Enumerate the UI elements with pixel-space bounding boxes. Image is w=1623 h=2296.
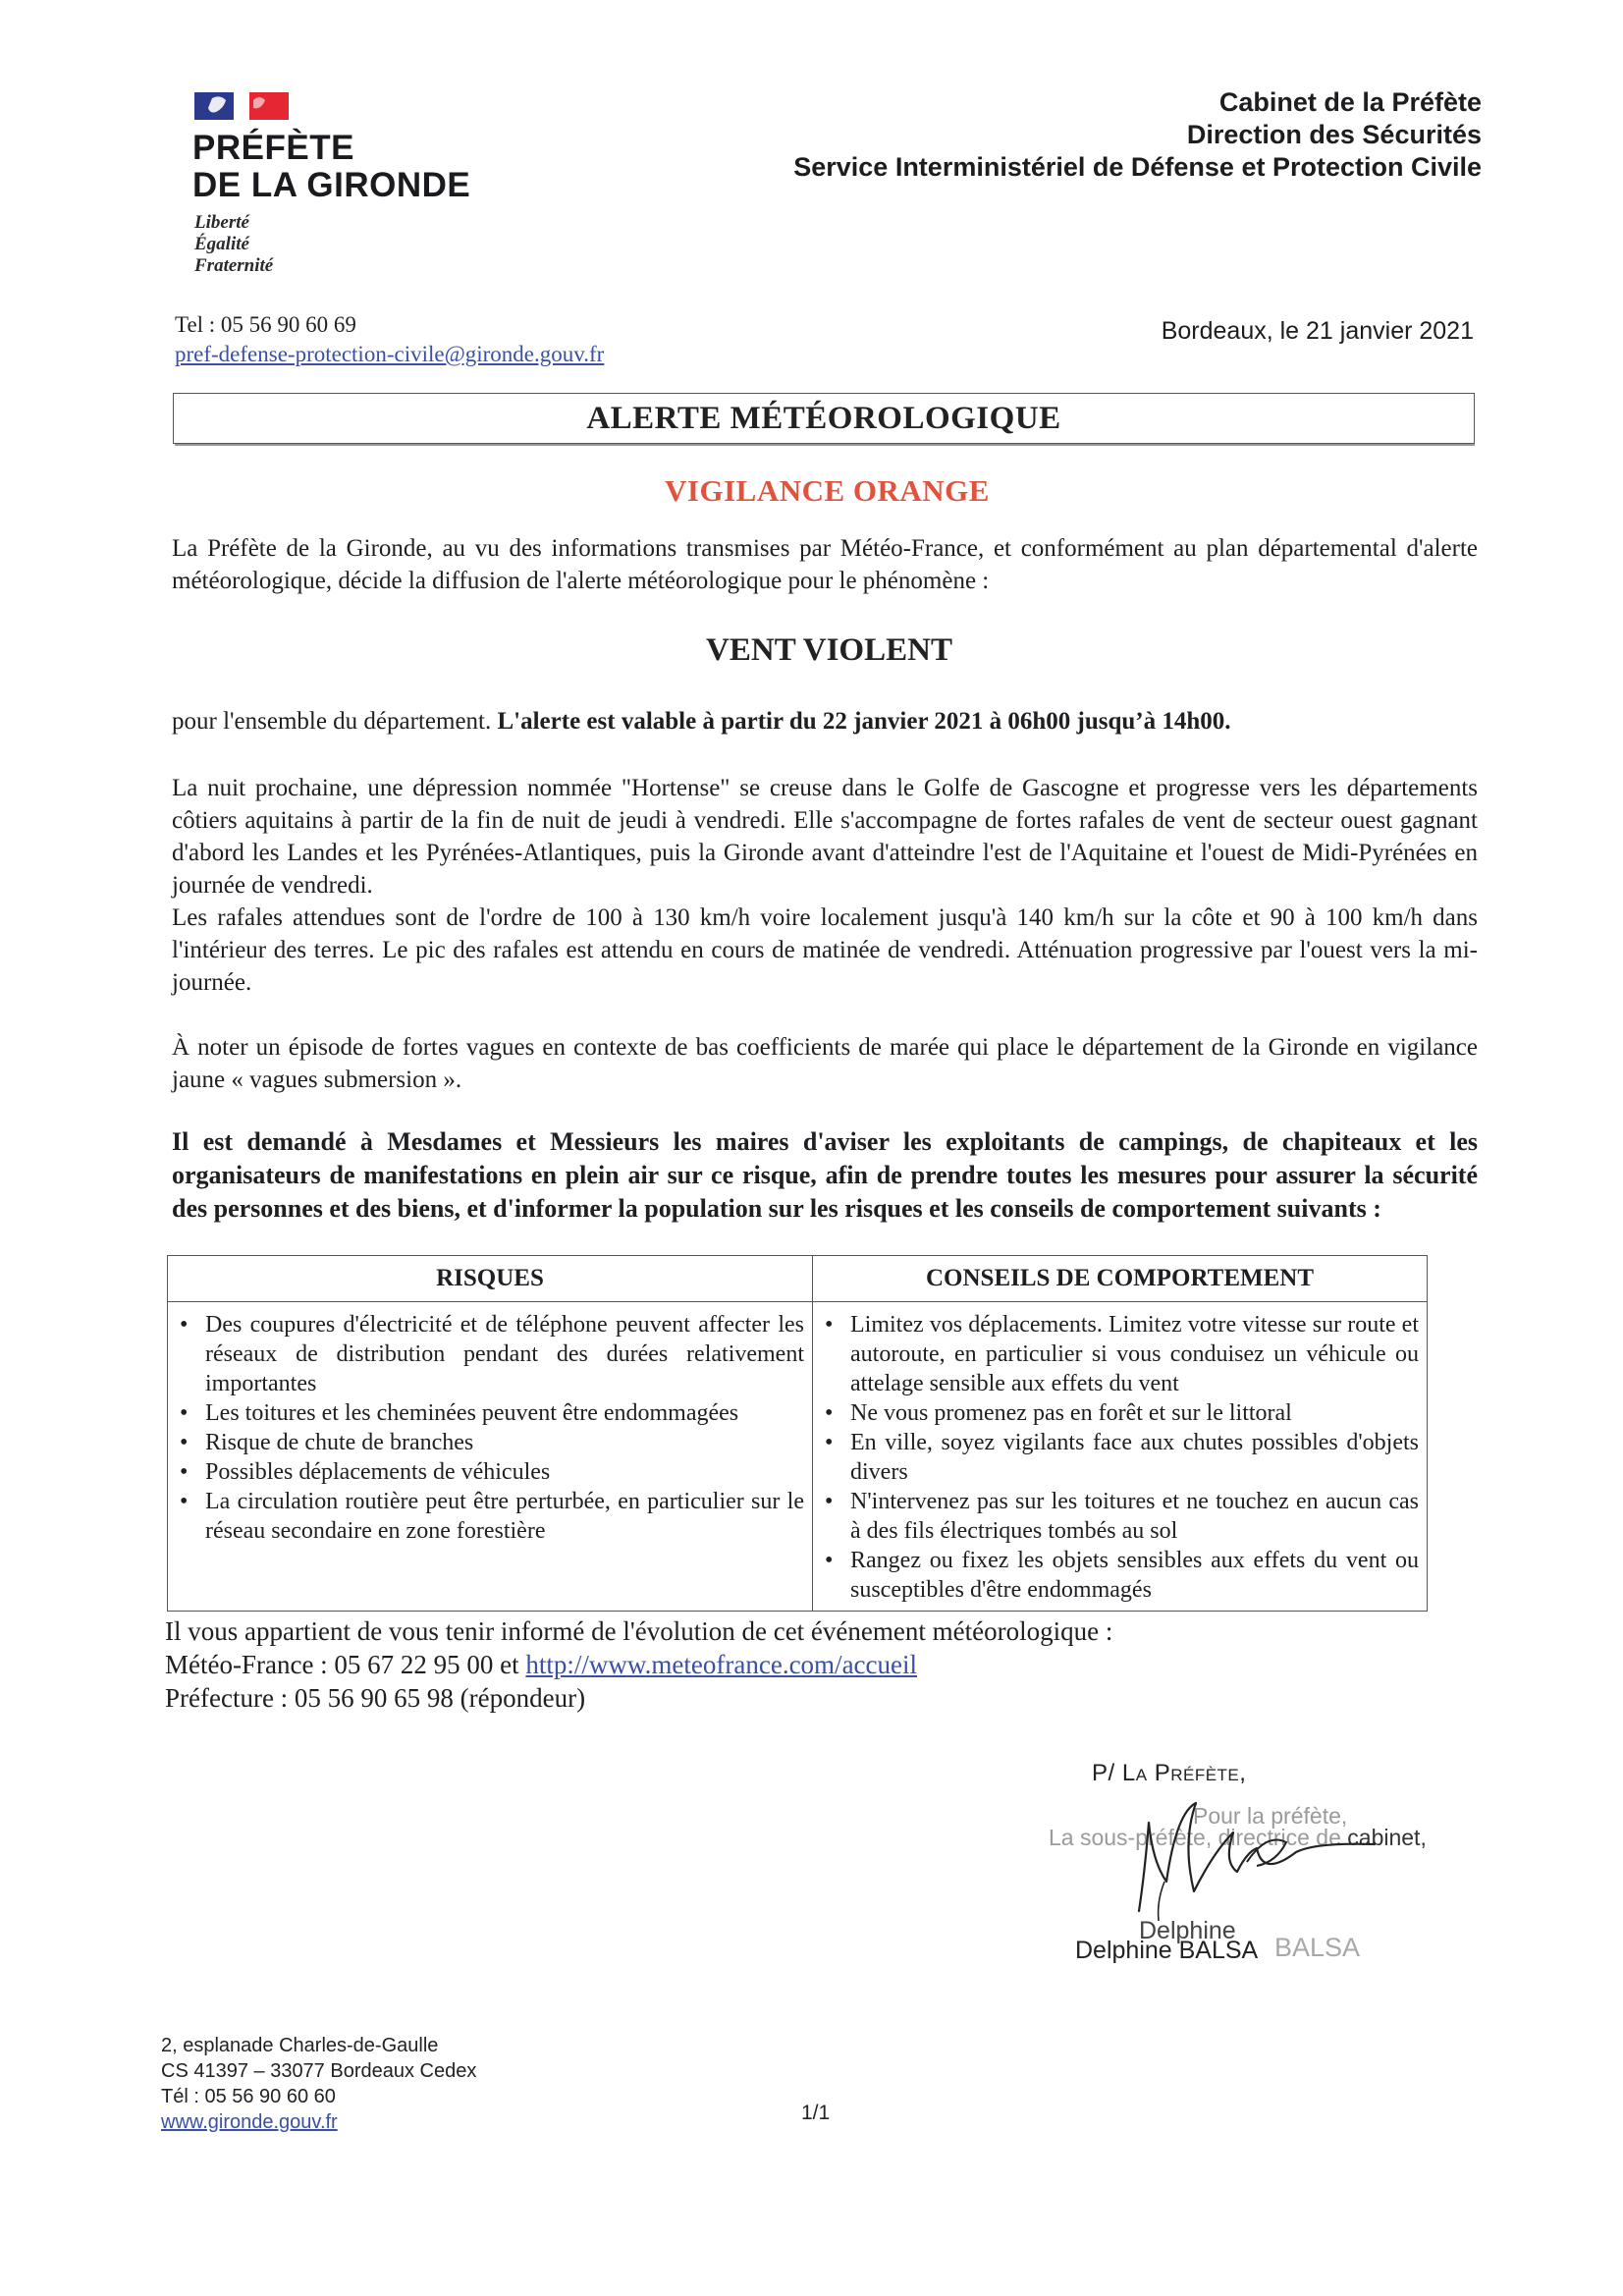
- header-conseils: CONSEILS DE COMPORTEMENT: [813, 1256, 1428, 1302]
- meteofrance-link[interactable]: http://www.meteofrance.com/accueil: [525, 1650, 918, 1679]
- list-item: • N'intervenez pas sur les toitures et ne touchez en aucun cas à des fils électriques tombés au sol: [821, 1487, 1419, 1546]
- service-line: Service Interministériel de Défense et Protection Civile: [793, 152, 1482, 182]
- direction-line: Direction des Sécurités: [1186, 120, 1482, 149]
- vigilance-level: VIGILANCE ORANGE: [665, 473, 990, 508]
- list-item: • Des coupures d'électricité et de téléphone peuvent affecter les réseaux de distribution pendant des durées relativement importantes: [176, 1310, 804, 1398]
- prefecture-phone: Préfecture : 05 56 90 65 98 (répondeur): [165, 1683, 586, 1713]
- contact-email-link[interactable]: pref-defense-protection-civile@gironde.gouv.fr: [175, 342, 605, 366]
- address-line-2: CS 41397 – 33077 Bordeaux Cedex: [161, 2060, 477, 2082]
- page-number: 1/1: [801, 2102, 831, 2124]
- risks-cell: [168, 1302, 813, 1612]
- title-frame-shadow: [175, 444, 1475, 446]
- cabinet-line: Cabinet de la Préfète: [1218, 87, 1482, 117]
- validity-prefix: pour l'ensemble du département.: [172, 708, 492, 735]
- marianne-logo-icon: [194, 90, 289, 122]
- table-row: [168, 1302, 1428, 1612]
- handwritten-signature-icon: [1100, 1774, 1453, 1931]
- republic-motto: [194, 212, 273, 277]
- note-paragraph: À noter un épisode de fortes vagues en contexte de bas coefficients de marée qui place le département de la Gironde en vigilance jaune « vagues submersion ».: [172, 1034, 1478, 1093]
- logo-title-line2: DE LA GIRONDE: [192, 166, 471, 204]
- stamp-line-2a: La sous-préfète, directrice de: [1049, 1825, 1341, 1850]
- list-item: • Possibles déplacements de véhicules: [176, 1457, 804, 1487]
- footer-address: [161, 2033, 476, 2135]
- validity-period: L'alerte est valable à partir du 22 janvier 2021 à 06h00 jusqu’à 14h00.: [497, 708, 1231, 735]
- risks-advice-table: [167, 1255, 1428, 1612]
- motto-liberte: Liberté: [194, 212, 249, 233]
- description-paragraph: [172, 772, 1478, 999]
- signer-name: Delphine BALSA: [1075, 1937, 1259, 1964]
- motto-egalite: Égalité: [194, 234, 249, 254]
- list-item: • Ne vous promenez pas en forêt et sur le littoral: [821, 1398, 1419, 1428]
- list-item: • Risque de chute de branches: [176, 1428, 804, 1457]
- followup-info: [165, 1614, 1112, 1715]
- meteofrance-line: [165, 1648, 1112, 1681]
- mayors-request: Il est demandé à Mesdames et Messieurs les maires d'aviser les exploitants de campings, de chapiteaux et les organisateurs de manifestations en plein air sur ce risque, afin de prendre toutes les mesures pour assurer la sécurité des personnes et des biens, et d'informer la population sur les risques et les conseils de comportement suivants :: [172, 1127, 1478, 1223]
- description-part-2: Les rafales attendues sont de l'ordre de 100 à 130 km/h voire localement jusqu'à 140 km/h sur la côte et 90 à 100 km/h dans l'intérieur des terres. Le pic des rafales est attendu en cours de matinée de vendredi. Atténuation progressive par l'ouest vers la mi-journée.: [172, 904, 1478, 996]
- website-link[interactable]: www.gironde.gouv.fr: [161, 2111, 338, 2133]
- motto-fraternite: Fraternité: [194, 255, 274, 276]
- signature-on-behalf: P/ La Préfète,: [1092, 1760, 1247, 1786]
- list-item: • Limitez vos déplacements. Limitez votre vitesse sur route et autoroute, en particulier si vous conduisez un véhicule ou attelage sensible aux effets du vent: [821, 1310, 1419, 1398]
- contact-phone: Tel : 05 56 90 60 69: [175, 312, 356, 337]
- description-part-1: La nuit prochaine, une dépression nommée "Hortense" se creuse dans le Golfe de Gascogne et progresse vers les départements côtiers aquitains à partir de la fin de nuit de jeudi à vendredi. Elle s'accompagne de fortes rafales de vent de secteur ouest gagnant d'abord les Landes et les Pyrénées-Atlantiques, puis la Gironde avant d'atteindre l'est de l'Aquitaine et l'ouest de Midi-Pyrénées en journée de vendredi.: [172, 775, 1478, 899]
- risks-list: [176, 1310, 804, 1546]
- followup-line: Il vous appartient de vous tenir informé de l'évolution de cet événement météorologique :: [165, 1616, 1113, 1646]
- meteofrance-phone: Météo-France : 05 67 22 95 00 et: [165, 1650, 519, 1679]
- signer-name-stamp: BALSA: [1274, 1933, 1361, 1962]
- stamp-line-1: Pour la préfète,: [1193, 1803, 1348, 1829]
- validity-paragraph: [172, 705, 1478, 738]
- stamp-line-2b: cabinet,: [1347, 1825, 1427, 1850]
- signer-first-name-overprint: Delphine: [1139, 1917, 1236, 1944]
- advice-cell: [813, 1302, 1428, 1612]
- header-risques: RISQUES: [168, 1256, 813, 1302]
- footer-phone: Tél : 05 56 90 60 60: [161, 2086, 336, 2107]
- advice-list: [821, 1310, 1419, 1605]
- table-header-row: [168, 1256, 1428, 1302]
- logo-title: [192, 130, 470, 204]
- list-item: • La circulation routière peut être perturbée, en particulier sur le réseau secondaire en zone forestière: [176, 1487, 804, 1546]
- logo-title-line1: PRÉFÈTE: [192, 129, 354, 167]
- list-item: • Les toitures et les cheminées peuvent être endommagées: [176, 1398, 804, 1428]
- document-title: ALERTE MÉTÉOROLOGIQUE: [586, 401, 1061, 436]
- list-item: • En ville, soyez vigilants face aux chutes possibles d'objets divers: [821, 1428, 1419, 1487]
- place-and-date: Bordeaux, le 21 janvier 2021: [1161, 317, 1474, 345]
- address-line-1: 2, esplanade Charles-de-Gaulle: [161, 2035, 439, 2056]
- issuing-service: [793, 86, 1482, 184]
- intro-paragraph: La Préfète de la Gironde, au vu des informations transmises par Météo-France, et conformément au plan départemental d'alerte météorologique, décide la diffusion de l'alerte météorologique pour le phénomène :: [172, 535, 1478, 594]
- phenomenon-title: VENT VIOLENT: [706, 632, 952, 668]
- list-item: • Rangez ou fixez les objets sensibles aux effets du vent ou susceptibles d'être endommagés: [821, 1546, 1419, 1605]
